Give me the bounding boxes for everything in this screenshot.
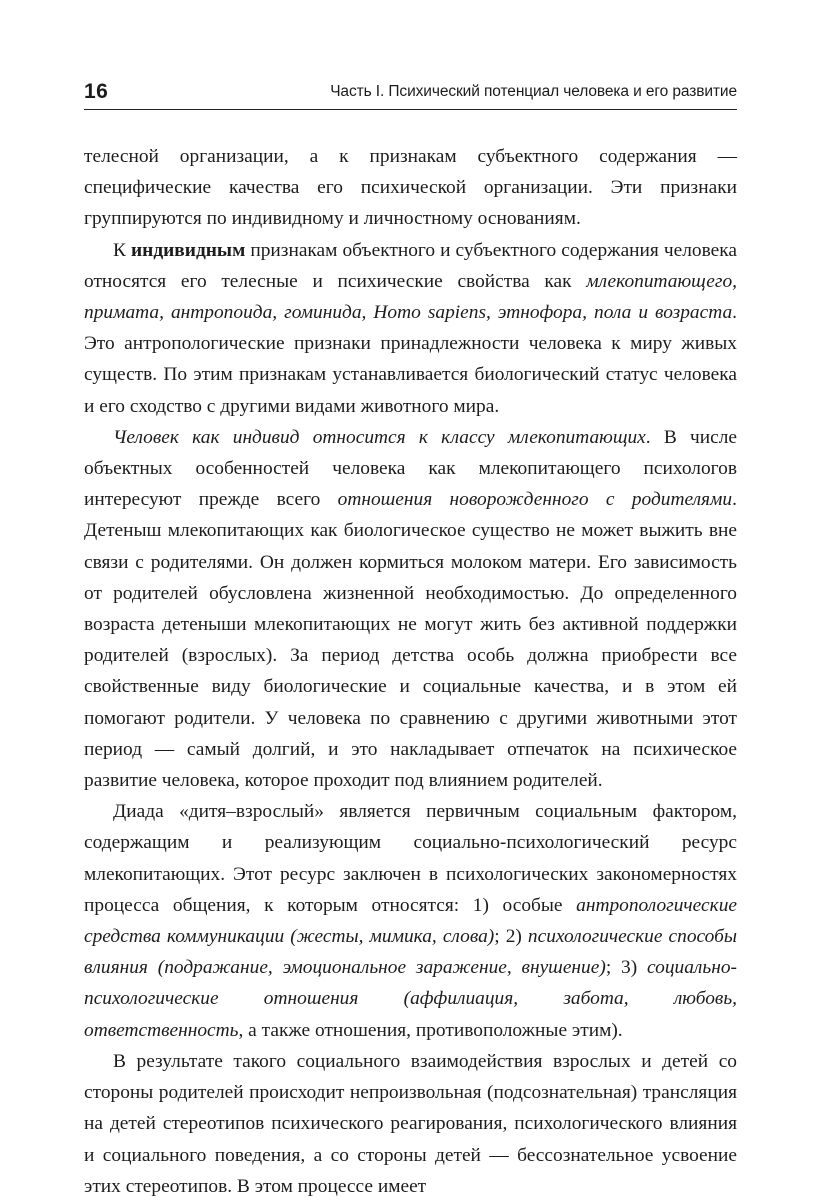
text-run: В результате такого социального взаимодействия взрослых и детей со стороны родителей происходит непроизвольная (подсознательная) трансляция на детей стереотипов психического реагирования, психологического влияния и социального поведения, а со стороны детей — бессознательное усвоение этих стереотипов. В этом процессе имеет [84,1050,737,1197]
text-run: . В числе объектных особенностей человека как млекопитающего психологов интересуют прежде всего [84,426,737,511]
body-text [84,141,737,1202]
text-run: ; 2) [494,926,528,948]
text-run: . Детеныш млекопитающих как биологическое существо не может выжить вне связи с родителями. Он должен кормиться молоком матери. Его зависимость от родителей обусловлена жизненной необходимостью. До определенного возраста детеныши млекопитающих не могут жить без активной поддержки родителей (взрослых). За период детства особь должна приобрести все свойственные виду биологические и социальные качества, и в этом ей помогают родители. У человека по сравнению с другими животными этот период — самый долгий, и это накладывает отпечаток на психическое развитие человека, которое проходит под влиянием родителей. [84,489,737,792]
italic-run: психологические способы влияния (подражание, эмоциональное заражение, внушение) [84,926,737,979]
page-header [84,78,737,108]
text-run: телесной организации, а к признакам субъектного содержания — специфические качества его психической организации. Эти признаки группируются по индивидному и личностному основаниям. [84,146,737,230]
text-run: К [113,239,131,261]
text-run: ; 3) [605,957,648,979]
text-run: , а также отношения, противоположные этим). [238,1019,623,1041]
header-rule [84,109,737,110]
italic-run: млекопитающего, примата, антропоида, гоминида, Homo sapiens, этнофора, пола и возраста [84,270,737,324]
text-run: . Это антропологические признаки принадлежности человека к миру живых существ. По этим признакам устанавливается биологический статус человека и его сходство с другими видами животного мира. [84,302,737,417]
paragraph [84,796,737,1046]
running-title: Часть I. Психический потенциал человека и его развитие [330,83,737,100]
text-run: признакам объектного и субъектного содержания человека относятся его телесные и психические свойства как [84,239,738,292]
paragraph [84,141,737,235]
bold-term: индивидным [130,239,246,261]
italic-run: антропологические средства коммуникации (жесты, мимика, слова) [84,894,737,948]
italic-run: Человек как индивид относится к классу млекопитающих [113,426,646,448]
paragraph [84,422,737,796]
page-number: 16 [84,80,109,103]
text-run: Диада «дитя–взрослый» является первичным социальным фактором, содержащим и реализующим социально-психологический ресурс млекопитающих. Этот ресурс заключен в психологических закономерностях процесса общения, к которым относятся: 1) особые [84,801,737,916]
paragraph [84,235,737,422]
italic-run: отношения новорожденного с родителями [337,489,733,511]
paragraph [84,1046,737,1202]
italic-run: социально-психологические отношения (аффилиация, забота, любовь, ответственность [84,957,737,1041]
